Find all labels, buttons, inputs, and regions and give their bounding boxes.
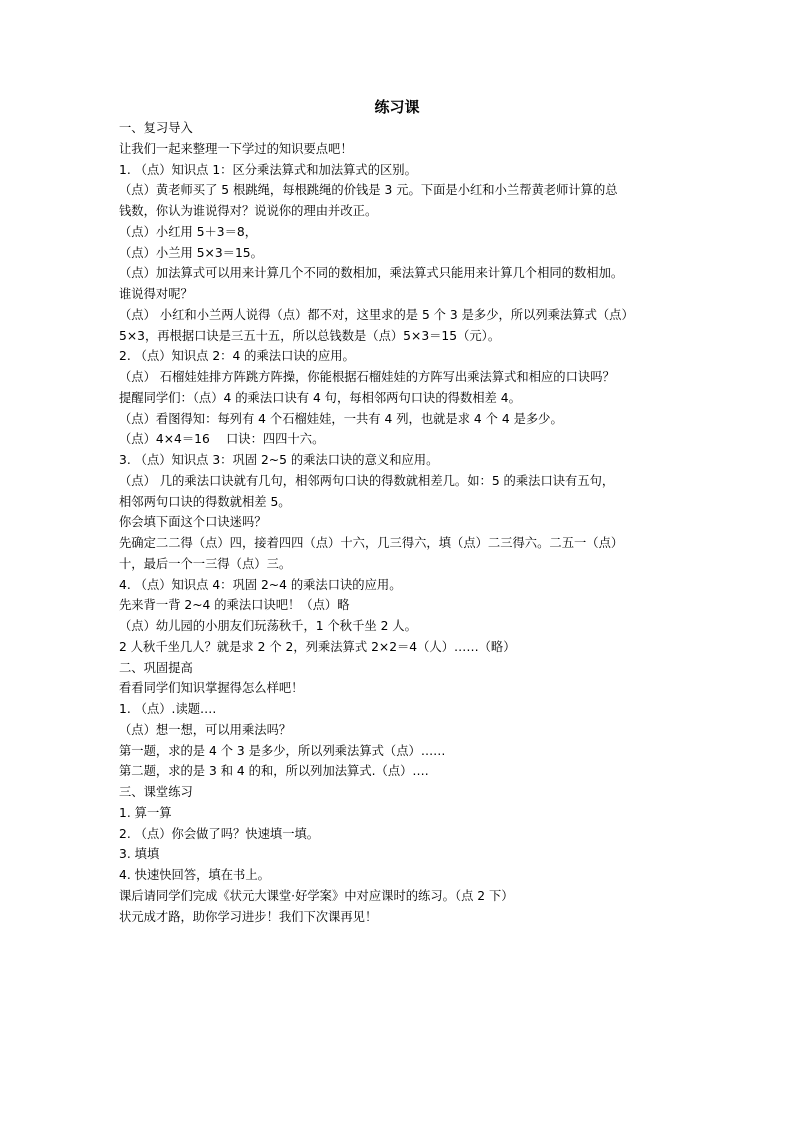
paragraph: 看看同学们知识掌握得怎么样吧！ [119,681,304,696]
knowledge-point-4: 4. （点）知识点 4：巩固 2~4 的乘法口诀的应用。 [119,577,402,592]
paragraph: 2 人秋千坐几人？就是求 2 个 2，列乘法算式 2×2＝4（人）……（略） [119,639,516,654]
knowledge-point-1: 1. （点）知识点 1：区分乘法算式和加法算式的区别。 [119,162,417,177]
list-item: 1. 算一算 [119,805,172,820]
closing-line: 状元成才路，助你学习进步！我们下次课再见！ [119,909,378,924]
paragraph: 1. （点）.读题…. [119,702,217,716]
knowledge-point-3: 3. （点）知识点 3：巩固 2~5 的乘法口诀的意义和应用。 [119,453,439,467]
paragraph: （点）小兰用 5×3＝15。 [119,245,263,260]
paragraph: （点）加法算式可以用来计算几个不同的数相加，乘法算式只能用来计算几个相同的数相加。 [119,266,624,281]
paragraph: 相邻两句口诀的得数就相差 5。 [119,494,291,509]
paragraph: 提醒同学们：（点）4 的乘法口诀有 4 句，每相邻两句口诀的得数相差 4。 [119,390,521,405]
paragraph: 让我们一起来整理一下学过的知识要点吧！ [119,141,353,156]
section-heading-review: 一、复习导入 [119,121,193,135]
paragraph: 十，最后一个一三得（点）三。 [119,556,292,571]
paragraph: 你会填下面这个口诀迷吗？ [119,515,267,530]
paragraph: 课后请同学们完成《状元大课堂·好学案》中对应课时的练习。（点 2 下） [119,888,514,903]
paragraph: （点）幼儿园的小朋友们玩荡秋千，1 个秋千坐 2 人。 [119,619,417,633]
paragraph: 第一题，求的是 4 个 3 是多少，所以列乘法算式（点）…… [119,743,446,758]
paragraph: （点）看图得知：每列有 4 个石榴娃娃，一共有 4 列，也就是求 4 个 4 是多少。 [119,411,563,426]
paragraph: 谁说得对呢？ [119,287,193,301]
paragraph: （点） 小红和小兰两人说得（点）都不对，这里求的是 5 个 3 是多少，所以列乘法算式（点） [119,307,634,322]
document-body [119,118,685,927]
list-item: 2. （点）你会做了吗？快速填一填。 [119,826,320,841]
paragraph: 先确定二二得（点）四，接着四四（点）十六，几三得六，填（点）二三得六。二五一（点） [119,536,624,550]
section-heading-consolidate: 二、巩固提高 [119,660,193,675]
page-title: 练习课 [374,98,420,116]
paragraph: 5×3，再根据口诀是三五十五，所以总钱数是（点）5×3＝15（元）。 [119,328,501,343]
paragraph: （点）黄老师买了 5 根跳绳，每根跳绳的价钱是 3 元。下面是小红和小兰帮黄老师计算的总 [119,183,618,198]
knowledge-point-2: 2. （点）知识点 2：4 的乘法口诀的应用。 [119,349,355,364]
paragraph: 先来背一背 2~4 的乘法口诀吧！（点）略 [119,598,350,613]
paragraph: （点） 几的乘法口诀就有几句，相邻两句口诀的得数就相差几。如：5 的乘法口诀有五句， [119,473,615,488]
section-heading-practice: 三、课堂练习 [119,785,193,799]
list-item: 4. 快速快回答，填在书上。 [119,868,270,882]
paragraph: （点）4×4＝16 口诀：四四十六。 [119,432,325,447]
list-item: 3. 填填 [119,847,160,862]
paragraph: （点）想一想，可以用乘法吗？ [119,722,292,737]
paragraph: 钱数，你认为谁说得对？说说你的理由并改正。 [119,204,378,218]
paragraph: （点） 石榴娃娃排方阵跳方阵操，你能根据石榴娃娃的方阵写出乘法算式和相应的口诀吗？ [119,370,615,384]
paragraph: （点）小红用 5＋3＝8， [119,224,258,239]
paragraph: 第二题，求的是 3 和 4 的和，所以列加法算式.（点）…. [119,764,429,779]
